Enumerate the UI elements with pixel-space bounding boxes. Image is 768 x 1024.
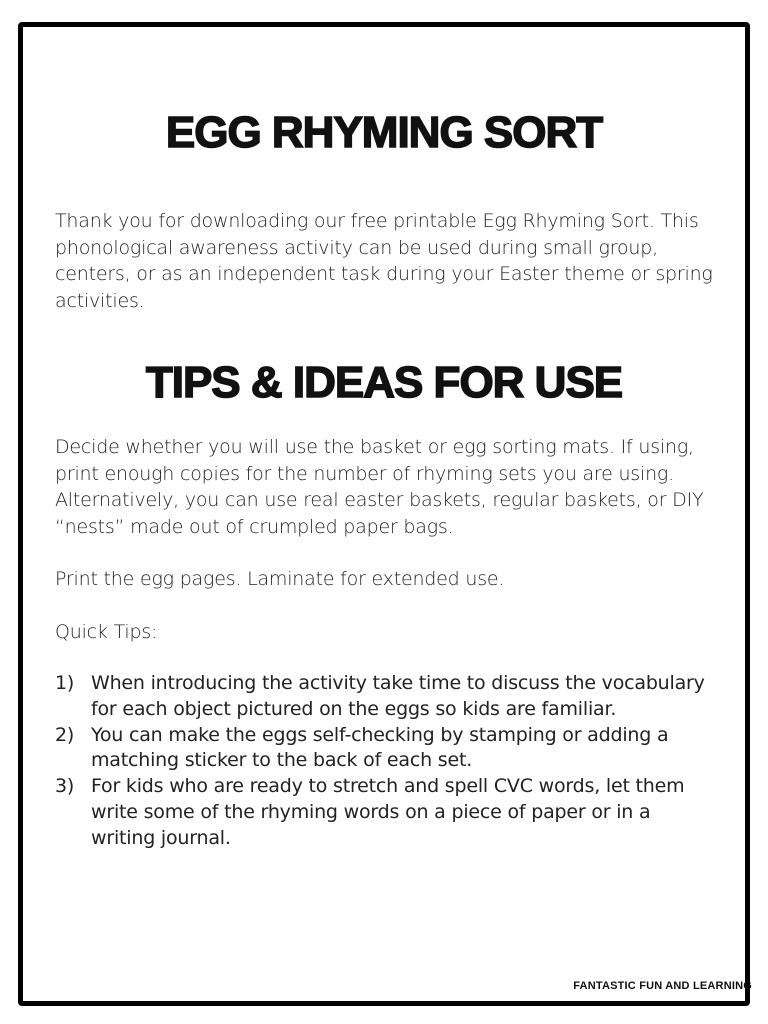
list-item-number: 2)	[55, 723, 75, 746]
list-item-text: When introducing the activity take time to discuss the vocabulary for each object pictured on the eggs so kids are familiar.	[91, 672, 705, 720]
mats-paragraph: Decide whether you will use the basket or egg sorting mats. If using, print enough copies for the number of rhyming sets you are using. Alternatively, you can use real easter baskets, regular baskets, or DIY “nests” made out of crumpled paper bags.	[55, 436, 704, 538]
print-paragraph: Print the egg pages. Laminate for extended use.	[55, 568, 505, 590]
list-item-number: 1)	[55, 672, 75, 694]
list-item	[55, 671, 720, 723]
document-title: EGG RHYMING SORT	[165, 108, 603, 157]
intro-paragraph: Thank you for downloading our free printable Egg Rhyming Sort. This phonological awareness activity can be used during small group, centers, or as an independent task during your Easter theme or spring activities.	[55, 210, 713, 312]
list-item-number: 3)	[55, 775, 75, 798]
list-item-text: For kids who are ready to stretch and spell CVC words, let them write some of the rhyming words on a piece of paper or in a writing journal.	[91, 775, 685, 849]
list-item	[55, 774, 720, 851]
footer-brand: FANTASTIC FUN AND LEARNING	[573, 980, 752, 992]
quick-tips-heading: Quick Tips:	[55, 621, 158, 643]
list-item-text: You can make the eggs self-checking by stamping or adding a matching sticker to the back of each set.	[91, 723, 669, 772]
tips-list	[55, 671, 720, 852]
section-title: TIPS & IDEAS FOR USE	[145, 358, 623, 407]
list-item	[55, 723, 720, 775]
